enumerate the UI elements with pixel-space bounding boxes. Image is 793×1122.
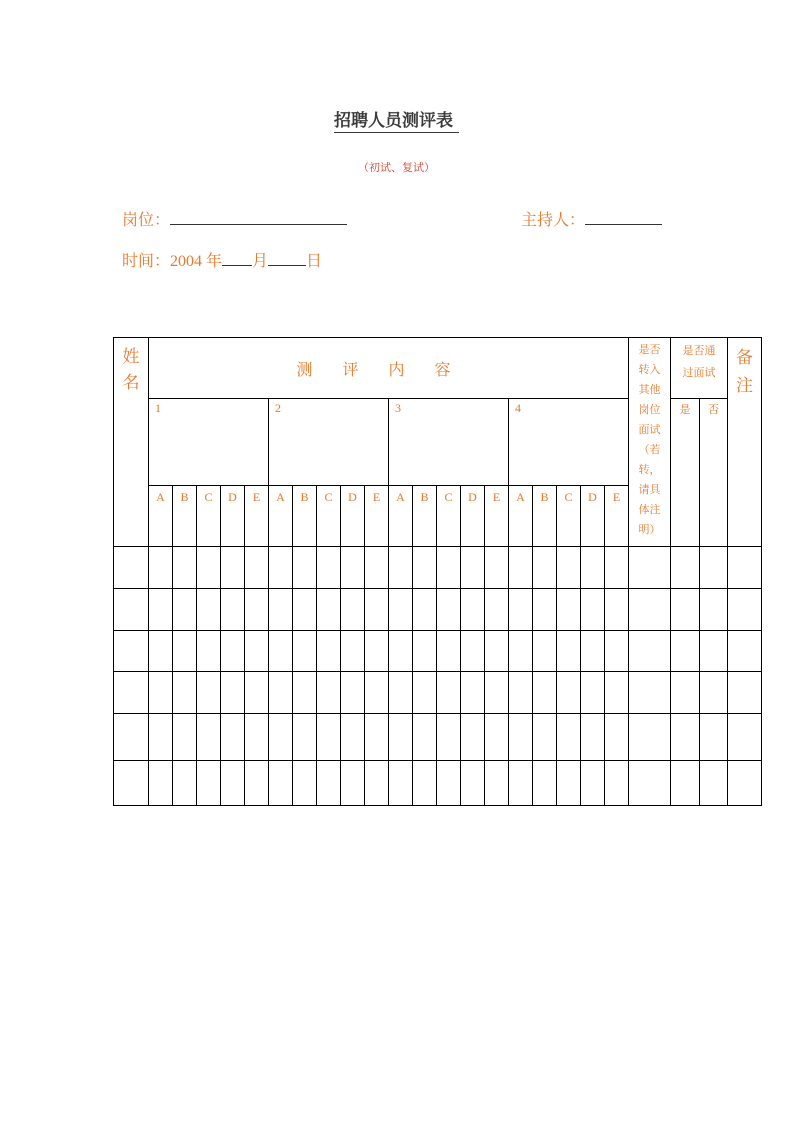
score-cell[interactable] [197, 547, 221, 589]
score-cell[interactable] [485, 547, 509, 589]
score-cell[interactable] [341, 547, 365, 589]
score-cell[interactable] [557, 672, 581, 714]
score-cell[interactable] [389, 631, 413, 672]
day-blank[interactable] [268, 251, 306, 266]
score-cell[interactable] [461, 714, 485, 761]
score-cell[interactable] [509, 631, 533, 672]
score-cell[interactable] [461, 761, 485, 806]
score-cell[interactable] [485, 631, 509, 672]
grade-4-A: A [509, 486, 533, 547]
score-cell[interactable] [413, 672, 437, 714]
score-cell[interactable] [269, 547, 293, 589]
month-blank[interactable] [222, 251, 252, 266]
transfer-cell[interactable] [629, 589, 671, 631]
pass-yes-cell[interactable] [671, 589, 700, 631]
score-cell[interactable] [293, 761, 317, 806]
pass-header: 是否通 过面试 [671, 338, 728, 399]
position-label: 岗位： [122, 210, 171, 229]
evaluation-table [113, 337, 762, 806]
score-cell[interactable] [581, 714, 605, 761]
pass-yes-cell[interactable] [671, 672, 700, 714]
score-cell[interactable] [221, 547, 245, 589]
note-cell[interactable] [728, 672, 762, 714]
score-cell[interactable] [317, 761, 341, 806]
score-cell[interactable] [317, 631, 341, 672]
score-cell[interactable] [413, 589, 437, 631]
score-cell[interactable] [221, 672, 245, 714]
name-cell[interactable] [114, 672, 149, 714]
document-title: 招聘人员测评表 [0, 106, 793, 131]
note-cell[interactable] [728, 589, 762, 631]
grade-2-A: A [269, 486, 293, 547]
score-cell[interactable] [509, 761, 533, 806]
score-cell[interactable] [245, 589, 269, 631]
transfer-header: 是否 转入 其他 岗位 面试 （若 转， 请具 体注 明） [629, 338, 671, 547]
score-cell[interactable] [437, 547, 461, 589]
score-cell[interactable] [317, 589, 341, 631]
score-cell[interactable] [533, 589, 557, 631]
score-cell[interactable] [509, 547, 533, 589]
grade-3-B: B [413, 486, 437, 547]
score-cell[interactable] [341, 761, 365, 806]
score-cell[interactable] [269, 714, 293, 761]
criterion-group-3: 3 [389, 399, 509, 486]
pass-no-cell[interactable] [700, 761, 728, 806]
note-cell[interactable] [728, 547, 762, 589]
host-field [521, 207, 662, 230]
criterion-group-4: 4 [509, 399, 629, 486]
grade-3-A: A [389, 486, 413, 547]
score-cell[interactable] [389, 547, 413, 589]
time-field [122, 248, 322, 271]
score-cell[interactable] [437, 714, 461, 761]
table-row [114, 589, 762, 631]
score-cell[interactable] [197, 714, 221, 761]
score-cell[interactable] [149, 672, 173, 714]
score-cell[interactable] [533, 672, 557, 714]
pass-no-cell[interactable] [700, 547, 728, 589]
score-cell[interactable] [581, 547, 605, 589]
score-cell[interactable] [149, 589, 173, 631]
grade-4-C: C [557, 486, 581, 547]
pass-yes-cell[interactable] [671, 714, 700, 761]
score-cell[interactable] [293, 672, 317, 714]
score-cell[interactable] [557, 761, 581, 806]
score-cell[interactable] [365, 714, 389, 761]
score-cell[interactable] [221, 714, 245, 761]
score-cell[interactable] [293, 714, 317, 761]
content-header: 测评内容 [149, 338, 629, 399]
score-cell[interactable] [389, 589, 413, 631]
score-cell[interactable] [389, 714, 413, 761]
score-cell[interactable] [461, 589, 485, 631]
name-cell[interactable] [114, 547, 149, 589]
score-cell[interactable] [605, 547, 629, 589]
score-cell[interactable] [413, 714, 437, 761]
score-cell[interactable] [509, 714, 533, 761]
score-cell[interactable] [605, 589, 629, 631]
score-cell[interactable] [461, 631, 485, 672]
score-cell[interactable] [317, 547, 341, 589]
score-cell[interactable] [341, 714, 365, 761]
month-text: 月 [252, 251, 269, 270]
score-cell[interactable] [437, 589, 461, 631]
time-label: 时间： [122, 251, 171, 270]
score-cell[interactable] [533, 761, 557, 806]
score-cell[interactable] [605, 672, 629, 714]
score-cell[interactable] [221, 631, 245, 672]
score-cell[interactable] [221, 589, 245, 631]
name-cell[interactable] [114, 631, 149, 672]
score-cell[interactable] [485, 761, 509, 806]
table-row [114, 761, 762, 806]
score-cell[interactable] [149, 547, 173, 589]
grade-4-E: E [605, 486, 629, 547]
table-row [114, 631, 762, 672]
score-cell[interactable] [509, 672, 533, 714]
score-cell[interactable] [269, 631, 293, 672]
score-cell[interactable] [341, 672, 365, 714]
transfer-cell[interactable] [629, 631, 671, 672]
day-text: 日 [306, 251, 323, 270]
transfer-cell[interactable] [629, 714, 671, 761]
score-cell[interactable] [581, 672, 605, 714]
score-cell[interactable] [365, 672, 389, 714]
pass-no-cell[interactable] [700, 631, 728, 672]
grade-4-B: B [533, 486, 557, 547]
score-cell[interactable] [437, 631, 461, 672]
score-cell[interactable] [197, 589, 221, 631]
score-cell[interactable] [581, 761, 605, 806]
score-cell[interactable] [269, 589, 293, 631]
pass-no-cell[interactable] [700, 589, 728, 631]
score-cell[interactable] [149, 714, 173, 761]
score-cell[interactable] [389, 761, 413, 806]
score-cell[interactable] [173, 547, 197, 589]
score-cell[interactable] [437, 672, 461, 714]
score-cell[interactable] [413, 761, 437, 806]
pass-no-header: 否 [700, 399, 728, 547]
pass-yes-header: 是 [671, 399, 700, 547]
score-cell[interactable] [245, 761, 269, 806]
grade-2-B: B [293, 486, 317, 547]
score-cell[interactable] [197, 631, 221, 672]
transfer-cell[interactable] [629, 672, 671, 714]
name-cell[interactable] [114, 761, 149, 806]
grade-1-A: A [149, 486, 173, 547]
grade-1-E: E [245, 486, 269, 547]
score-cell[interactable] [341, 631, 365, 672]
score-cell[interactable] [557, 631, 581, 672]
score-cell[interactable] [605, 761, 629, 806]
year-text: 2004 年 [170, 253, 223, 270]
score-cell[interactable] [557, 547, 581, 589]
score-cell[interactable] [173, 631, 197, 672]
score-cell[interactable] [413, 631, 437, 672]
score-cell[interactable] [365, 761, 389, 806]
criterion-group-2: 2 [269, 399, 389, 486]
score-cell[interactable] [581, 631, 605, 672]
score-cell[interactable] [245, 672, 269, 714]
name-cell[interactable] [114, 589, 149, 631]
score-cell[interactable] [557, 714, 581, 761]
grade-1-B: B [173, 486, 197, 547]
score-cell[interactable] [485, 589, 509, 631]
score-cell[interactable] [245, 714, 269, 761]
score-cell[interactable] [581, 589, 605, 631]
score-cell[interactable] [173, 714, 197, 761]
grade-1-D: D [221, 486, 245, 547]
score-cell[interactable] [245, 547, 269, 589]
grade-2-E: E [365, 486, 389, 547]
score-cell[interactable] [365, 631, 389, 672]
host-label: 主持人： [521, 210, 586, 229]
host-blank[interactable] [585, 210, 662, 225]
score-cell[interactable] [365, 547, 389, 589]
pass-no-cell[interactable] [700, 672, 728, 714]
pass-no-cell[interactable] [700, 714, 728, 761]
score-cell[interactable] [197, 672, 221, 714]
position-blank[interactable] [170, 210, 347, 225]
pass-yes-cell[interactable] [671, 761, 700, 806]
criterion-group-1: 1 [149, 399, 269, 486]
score-cell[interactable] [149, 631, 173, 672]
score-cell[interactable] [293, 547, 317, 589]
grade-2-D: D [341, 486, 365, 547]
pass-yes-cell[interactable] [671, 631, 700, 672]
score-cell[interactable] [485, 714, 509, 761]
score-cell[interactable] [221, 761, 245, 806]
score-cell[interactable] [485, 672, 509, 714]
note-cell[interactable] [728, 761, 762, 806]
grade-3-D: D [461, 486, 485, 547]
score-cell[interactable] [533, 547, 557, 589]
score-cell[interactable] [461, 672, 485, 714]
score-cell[interactable] [197, 761, 221, 806]
score-cell[interactable] [365, 589, 389, 631]
position-field [122, 207, 347, 230]
grade-2-C: C [317, 486, 341, 547]
table-row [114, 714, 762, 761]
note-header: 备 注 [728, 338, 762, 547]
table-row [114, 547, 762, 589]
score-cell[interactable] [437, 761, 461, 806]
pass-yes-cell[interactable] [671, 547, 700, 589]
score-cell[interactable] [605, 631, 629, 672]
score-cell[interactable] [413, 547, 437, 589]
score-cell[interactable] [533, 631, 557, 672]
score-cell[interactable] [245, 631, 269, 672]
score-cell[interactable] [173, 589, 197, 631]
score-cell[interactable] [509, 589, 533, 631]
grade-3-E: E [485, 486, 509, 547]
score-cell[interactable] [557, 589, 581, 631]
score-cell[interactable] [173, 672, 197, 714]
score-cell[interactable] [533, 714, 557, 761]
name-header: 姓 名 [114, 338, 149, 547]
grade-1-C: C [197, 486, 221, 547]
score-cell[interactable] [341, 589, 365, 631]
score-cell[interactable] [317, 714, 341, 761]
score-cell[interactable] [149, 761, 173, 806]
name-cell[interactable] [114, 714, 149, 761]
score-cell[interactable] [269, 761, 293, 806]
score-cell[interactable] [389, 672, 413, 714]
score-cell[interactable] [317, 672, 341, 714]
transfer-cell[interactable] [629, 761, 671, 806]
grade-4-D: D [581, 486, 605, 547]
score-cell[interactable] [173, 761, 197, 806]
score-cell[interactable] [461, 547, 485, 589]
score-cell[interactable] [293, 631, 317, 672]
score-cell[interactable] [269, 672, 293, 714]
score-cell[interactable] [605, 714, 629, 761]
note-cell[interactable] [728, 631, 762, 672]
document-subtitle: （初试、复试） [358, 161, 435, 174]
table-row [114, 672, 762, 714]
score-cell[interactable] [293, 589, 317, 631]
note-cell[interactable] [728, 714, 762, 761]
grade-3-C: C [437, 486, 461, 547]
transfer-cell[interactable] [629, 547, 671, 589]
